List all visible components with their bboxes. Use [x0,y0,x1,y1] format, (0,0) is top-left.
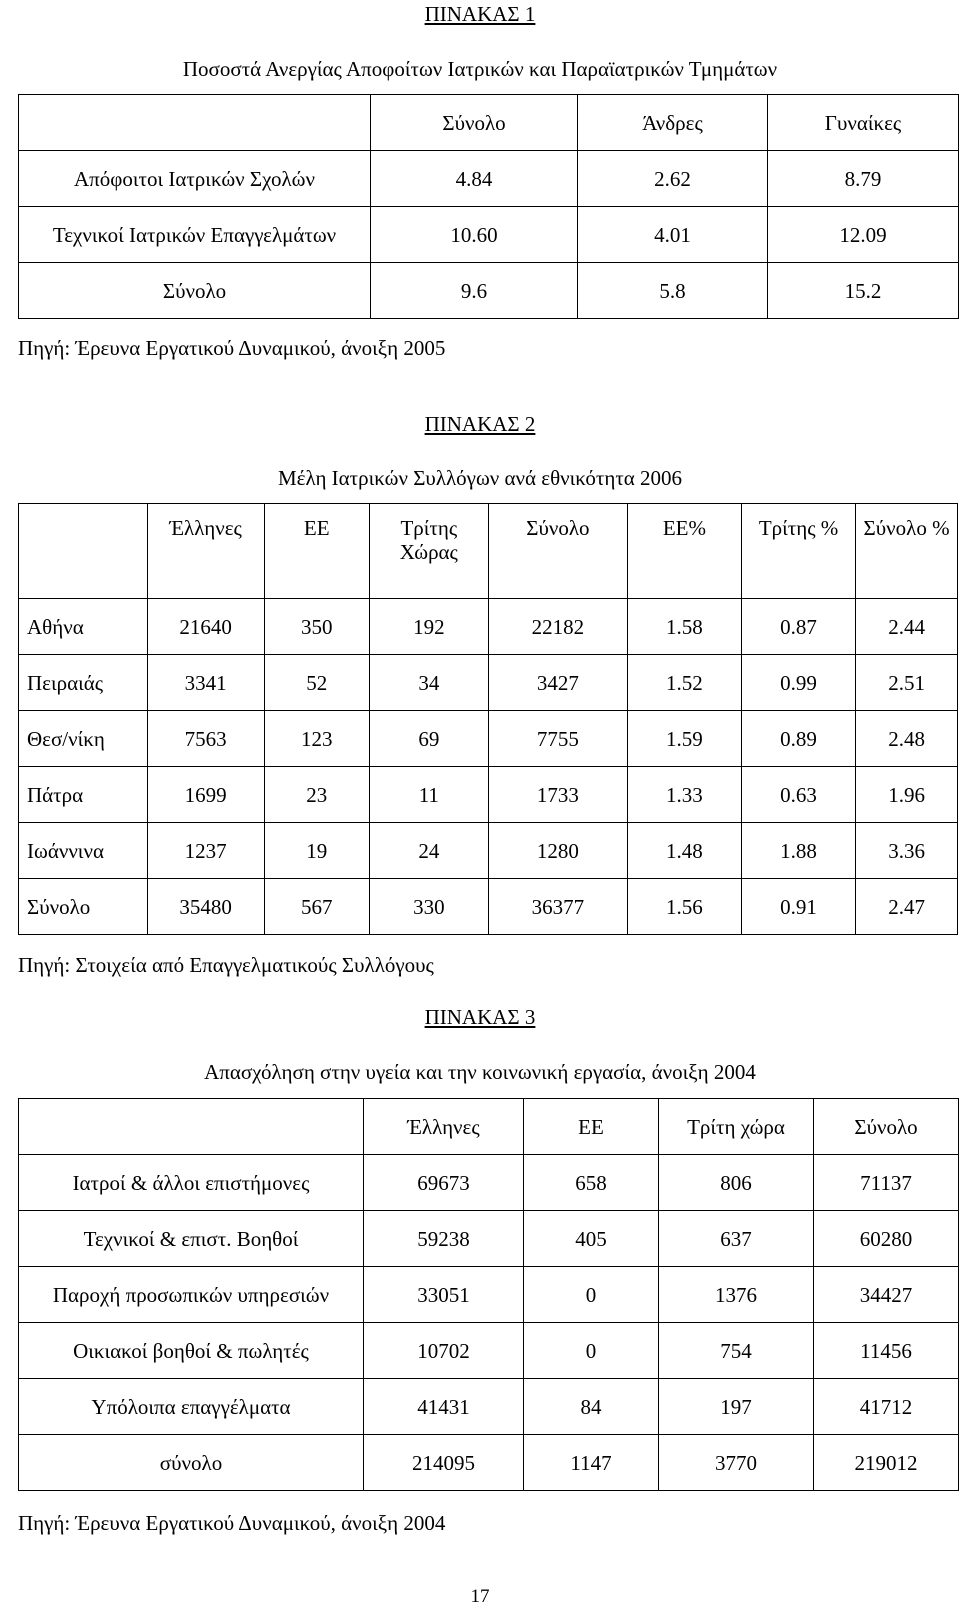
table-cell: 1280 [488,823,627,879]
table2-source: Πηγή: Στοιχεία από Επαγγελματικούς Συλλόγους [18,953,434,977]
table1 [18,94,959,319]
table-cell: 15.2 [768,263,959,319]
column-header: Τρίτης Χώρας [369,504,488,599]
table-cell: 806 [659,1155,814,1211]
table-cell: 69 [369,711,488,767]
table-row [19,767,958,823]
row-label: Αθήνα [19,599,148,655]
table-cell: 35480 [147,879,264,935]
row-label: Πειραιάς [19,655,148,711]
column-header: Έλληνες [147,504,264,599]
table-cell: 0 [524,1323,659,1379]
table-cell: 11 [369,767,488,823]
table-cell: 22182 [488,599,627,655]
table-cell: 1.59 [627,711,741,767]
table-cell: 0.89 [741,711,855,767]
table-cell: 41431 [364,1379,524,1435]
table1-source: Πηγή: Έρευνα Εργατικού Δυναμικού, άνοιξη 2005 [18,336,446,360]
table-cell: 36377 [488,879,627,935]
table-cell: 34427 [814,1267,959,1323]
row-label: Τεχνικοί Ιατρικών Επαγγελμάτων [19,207,371,263]
table-cell [19,504,148,599]
table-cell: 0.63 [741,767,855,823]
table-cell [19,1099,364,1155]
row-label: Σύνολο [19,263,371,319]
table-cell: 2.51 [856,655,958,711]
row-label: Θεσ/νίκη [19,711,148,767]
table3-title: Απασχόληση στην υγεία και την κοινωνική εργασία, άνοιξη 2004 [204,1060,756,1084]
table-cell: 1.88 [741,823,855,879]
table-cell: 219012 [814,1435,959,1491]
table3-source: Πηγή: Έρευνα Εργατικού Δυναμικού, άνοιξη 2004 [18,1511,446,1535]
table-row [19,1155,959,1211]
table-cell: 69673 [364,1155,524,1211]
table2 [18,503,958,935]
column-header: Γυναίκες [768,95,959,151]
table-cell: 3770 [659,1435,814,1491]
table-cell: 19 [264,823,369,879]
table-cell: 123 [264,711,369,767]
table-row [19,1435,959,1491]
row-label: Ιατροί & άλλοι επιστήμονες [19,1155,364,1211]
table-cell: 5.8 [578,263,768,319]
table-cell: 1.52 [627,655,741,711]
table-cell: 1376 [659,1267,814,1323]
column-header: ΕΕ% [627,504,741,599]
column-header: Σύνολο [488,504,627,599]
table-row [19,879,958,935]
table-cell: 71137 [814,1155,959,1211]
table-cell: 3341 [147,655,264,711]
table-cell: 7563 [147,711,264,767]
table-cell: 2.62 [578,151,768,207]
table-cell: 12.09 [768,207,959,263]
table-cell: 1.58 [627,599,741,655]
table-cell: 350 [264,599,369,655]
column-header: Τρίτη χώρα [659,1099,814,1155]
table1-header-row [19,95,959,151]
table-cell: 1.48 [627,823,741,879]
table-row [19,263,959,319]
table2-heading: ΠΙΝΑΚΑΣ 2 [424,412,536,436]
column-header: ΕΕ [524,1099,659,1155]
table-cell: 2.48 [856,711,958,767]
table3 [18,1098,959,1491]
column-header: Έλληνες [364,1099,524,1155]
row-label: Τεχνικοί & επιστ. Βοηθοί [19,1211,364,1267]
table-cell: 4.01 [578,207,768,263]
table-cell: 1733 [488,767,627,823]
table-cell: 2.47 [856,879,958,935]
page-number: 17 [470,1586,490,1607]
table-cell: 214095 [364,1435,524,1491]
table-cell: 41712 [814,1379,959,1435]
table-row [19,711,958,767]
table-cell: 11456 [814,1323,959,1379]
table-cell: 1.96 [856,767,958,823]
table-cell: 24 [369,823,488,879]
row-label: Υπόλοιπα επαγγέλματα [19,1379,364,1435]
table-cell: 60280 [814,1211,959,1267]
table-cell: 33051 [364,1267,524,1323]
table-cell: 4.84 [371,151,578,207]
table-row [19,655,958,711]
table-row [19,823,958,879]
table3-heading: ΠΙΝΑΚΑΣ 3 [424,1005,536,1029]
table-cell: 1699 [147,767,264,823]
table-cell: 3427 [488,655,627,711]
table-cell: 3.36 [856,823,958,879]
row-label: σύνολο [19,1435,364,1491]
table-cell: 754 [659,1323,814,1379]
table-cell: 2.44 [856,599,958,655]
table-cell: 1.33 [627,767,741,823]
table-row [19,1323,959,1379]
table-cell: 0 [524,1267,659,1323]
column-header: Σύνολο % [856,504,958,599]
table-row [19,207,959,263]
column-header: Άνδρες [578,95,768,151]
table-cell: 1.56 [627,879,741,935]
table-cell: 637 [659,1211,814,1267]
table-cell: 567 [264,879,369,935]
table1-title: Ποσοστά Ανεργίας Αποφοίτων Ιατρικών και Παραϊατρικών Τμημάτων [182,57,778,81]
row-label: Σύνολο [19,879,148,935]
table-cell [19,95,371,151]
column-header: ΕΕ [264,504,369,599]
table-cell: 34 [369,655,488,711]
table-cell: 8.79 [768,151,959,207]
table-cell: 330 [369,879,488,935]
table2-title: Μέλη Ιατρικών Συλλόγων ανά εθνικότητα 2006 [277,466,683,490]
table-cell: 84 [524,1379,659,1435]
table2-header-row [19,504,958,599]
column-header: Τρίτης % [741,504,855,599]
table-row [19,151,959,207]
table-cell: 1147 [524,1435,659,1491]
table-cell: 23 [264,767,369,823]
row-label: Απόφοιτοι Ιατρικών Σχολών [19,151,371,207]
row-label: Παροχή προσωπικών υπηρεσιών [19,1267,364,1323]
column-header: Σύνολο [814,1099,959,1155]
table-cell: 7755 [488,711,627,767]
table-cell: 192 [369,599,488,655]
table-cell: 0.91 [741,879,855,935]
table1-heading: ΠΙΝΑΚΑΣ 1 [424,2,536,26]
row-label: Πάτρα [19,767,148,823]
table-cell: 1237 [147,823,264,879]
table-cell: 197 [659,1379,814,1435]
table-row [19,1211,959,1267]
table-cell: 405 [524,1211,659,1267]
table-cell: 10702 [364,1323,524,1379]
table-cell: 658 [524,1155,659,1211]
row-label: Οικιακοί βοηθοί & πωλητές [19,1323,364,1379]
table-row [19,599,958,655]
column-header: Σύνολο [371,95,578,151]
table-cell: 52 [264,655,369,711]
table-row [19,1379,959,1435]
table-cell: 0.87 [741,599,855,655]
table-cell: 0.99 [741,655,855,711]
table-row [19,1267,959,1323]
table-cell: 59238 [364,1211,524,1267]
row-label: Ιωάννινα [19,823,148,879]
table-cell: 10.60 [371,207,578,263]
table-cell: 21640 [147,599,264,655]
table3-header-row [19,1099,959,1155]
table-cell: 9.6 [371,263,578,319]
